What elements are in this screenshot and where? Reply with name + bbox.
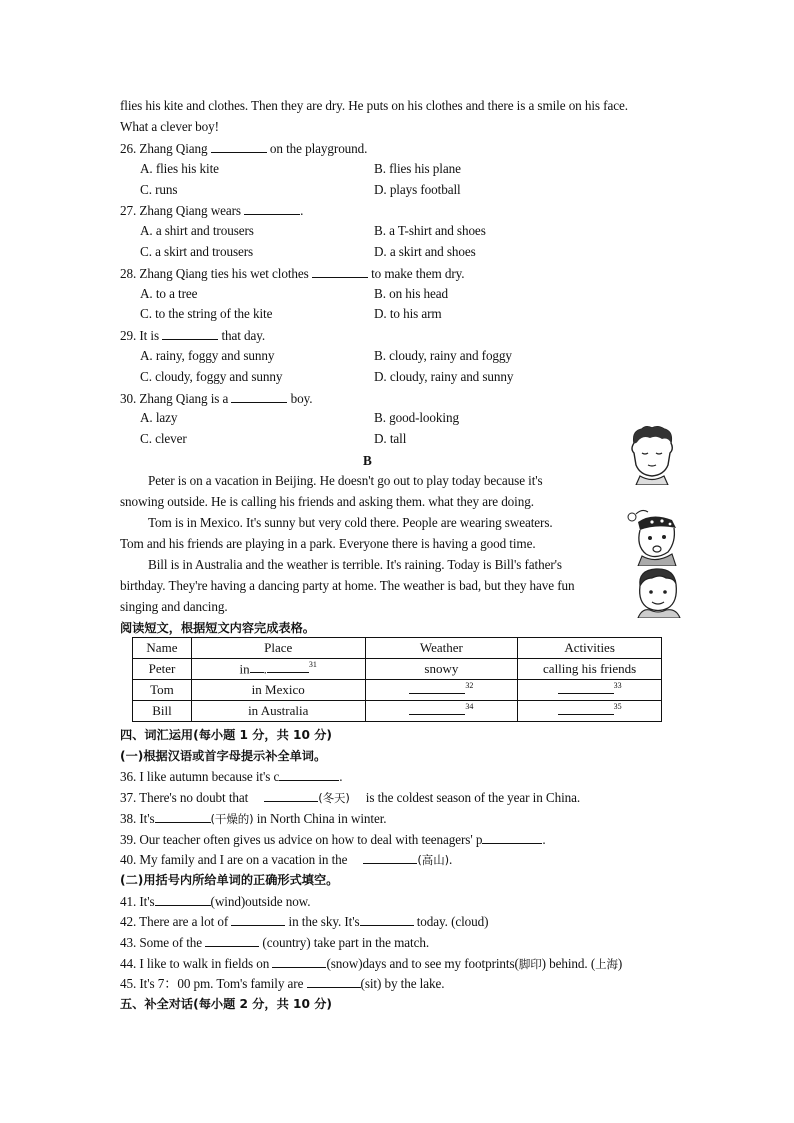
question-38: 38. It's (干燥的) in North China in winter. bbox=[120, 811, 387, 826]
table-row bbox=[133, 680, 662, 701]
blank-32[interactable]: 32 bbox=[365, 680, 518, 701]
blank-33[interactable]: 33 bbox=[518, 680, 662, 701]
happy-boy-icon bbox=[630, 566, 686, 618]
header-activities: Activities bbox=[518, 638, 662, 659]
row-activity: calling his friends bbox=[518, 659, 662, 680]
question-36: 36. I like autumn because it's c . bbox=[120, 769, 343, 784]
passage-p3-line1: Bill is in Australia and the weather is terrible. It's raining. Today is Bill's father's bbox=[148, 557, 562, 572]
row-place: in Australia bbox=[191, 701, 365, 722]
table-header-row bbox=[133, 638, 662, 659]
question-26: 26. Zhang Qiang on the playground. bbox=[120, 141, 368, 156]
option-28c[interactable]: C. to the string of the kite bbox=[140, 306, 273, 321]
passage-p1-line2: snowing outside. He is calling his friends and asking them. what they are doing. bbox=[120, 494, 534, 509]
passage-p1-line1: Peter is on a vacation in Beijing. He doesn't go out to play today because it's bbox=[148, 473, 543, 488]
table-row bbox=[133, 659, 662, 680]
table-instruction: 阅读短文，根据短文内容完成表格。 bbox=[120, 621, 315, 635]
option-26a[interactable]: A. flies his kite bbox=[140, 161, 219, 176]
passage-p2-line1: Tom is in Mexico. It's sunny but very cold there. People are wearing sweaters. bbox=[148, 515, 553, 530]
passage-p2-line2: Tom and his friends are playing in a park. Everyone there is having a good time. bbox=[120, 536, 536, 551]
option-30d[interactable]: D. tall bbox=[374, 431, 407, 446]
question-30: 30. Zhang Qiang is a boy. bbox=[120, 391, 313, 406]
option-28b[interactable]: B. on his head bbox=[374, 286, 449, 301]
option-26b[interactable]: B. flies his plane bbox=[374, 161, 461, 176]
option-28a[interactable]: A. to a tree bbox=[140, 286, 198, 301]
question-45: 45. It's 7：00 pm. Tom's family are (sit) by the lake. bbox=[120, 976, 445, 991]
option-27a[interactable]: A. a shirt and trousers bbox=[140, 223, 254, 238]
option-29c[interactable]: C. cloudy, foggy and sunny bbox=[140, 369, 283, 384]
info-table bbox=[132, 637, 662, 722]
option-29b[interactable]: B. cloudy, rainy and foggy bbox=[374, 348, 512, 363]
option-28d[interactable]: D. to his arm bbox=[374, 306, 442, 321]
option-26d[interactable]: D. plays football bbox=[374, 182, 461, 197]
passage-p3-line2: birthday. They're having a dancing party at home. The weather is bad, but they have fun bbox=[120, 578, 575, 593]
question-28: 28. Zhang Qiang ties his wet clothes to make them dry. bbox=[120, 266, 465, 281]
row-place: in Mexico bbox=[191, 680, 365, 701]
section-b-heading: B bbox=[363, 453, 372, 468]
intro-line-2: What a clever boy! bbox=[120, 119, 219, 134]
question-37: 37. There's no doubt that (冬天) is the coldest season of the year in China. bbox=[120, 790, 581, 805]
passage-p3-line3: singing and dancing. bbox=[120, 599, 228, 614]
question-44: 44. I like to walk in fields on (snow)days and to see my footprints(脚印) behind. (上海) bbox=[120, 956, 623, 971]
table-row bbox=[133, 701, 662, 722]
option-27b[interactable]: B. a T-shirt and shoes bbox=[374, 223, 486, 238]
blank-34[interactable]: 34 bbox=[365, 701, 518, 722]
question-40: 40. My family and I are on a vacation in the (高山). bbox=[120, 852, 453, 867]
question-39: 39. Our teacher often gives us advice on how to deal with teenagers' p . bbox=[120, 832, 546, 847]
header-weather: Weather bbox=[365, 638, 518, 659]
question-27: 27. Zhang Qiang wears . bbox=[120, 203, 304, 218]
header-name: Name bbox=[133, 638, 192, 659]
option-30b[interactable]: B. good-looking bbox=[374, 410, 459, 425]
option-27d[interactable]: D. a skirt and shoes bbox=[374, 244, 476, 259]
option-30a[interactable]: A. lazy bbox=[140, 410, 178, 425]
blank-31[interactable]: in . $^{31}$ bbox=[191, 659, 365, 680]
cold-boy-icon bbox=[622, 508, 684, 566]
question-43: 43. Some of the (country) take part in the match. bbox=[120, 935, 430, 950]
option-29a[interactable]: A. rainy, foggy and sunny bbox=[140, 348, 275, 363]
row-name: Tom bbox=[133, 680, 192, 701]
part5-title: 五、补全对话(每小题 2 分，共 10 分) bbox=[120, 997, 332, 1011]
row-name: Bill bbox=[133, 701, 192, 722]
blank-35[interactable]: 35 bbox=[518, 701, 662, 722]
option-27c[interactable]: C. a skirt and trousers bbox=[140, 244, 254, 259]
question-41: 41. It's (wind)outside now. bbox=[120, 894, 311, 909]
question-42: 42. There are a lot of in the sky. It's today. (cloud) bbox=[120, 914, 489, 929]
part4-sub1: (一)根据汉语或首字母提示补全单词。 bbox=[120, 749, 327, 763]
option-26c[interactable]: C. runs bbox=[140, 182, 178, 197]
header-place: Place bbox=[191, 638, 365, 659]
part4-sub2: (二)用括号内所给单词的正确形式填空。 bbox=[120, 873, 339, 887]
option-29d[interactable]: D. cloudy, rainy and sunny bbox=[374, 369, 514, 384]
part4-title: 四、词汇运用(每小题 1 分，共 10 分) bbox=[120, 728, 332, 742]
row-name: Peter bbox=[133, 659, 192, 680]
intro-line-1: flies his kite and clothes. Then they are dry. He puts on his clothes and there is a smile on his face. bbox=[120, 98, 628, 113]
option-30c[interactable]: C. clever bbox=[140, 431, 187, 446]
question-29: 29. It is that day. bbox=[120, 328, 266, 343]
sleepy-boy-icon bbox=[628, 425, 676, 485]
row-weather: snowy bbox=[365, 659, 518, 680]
